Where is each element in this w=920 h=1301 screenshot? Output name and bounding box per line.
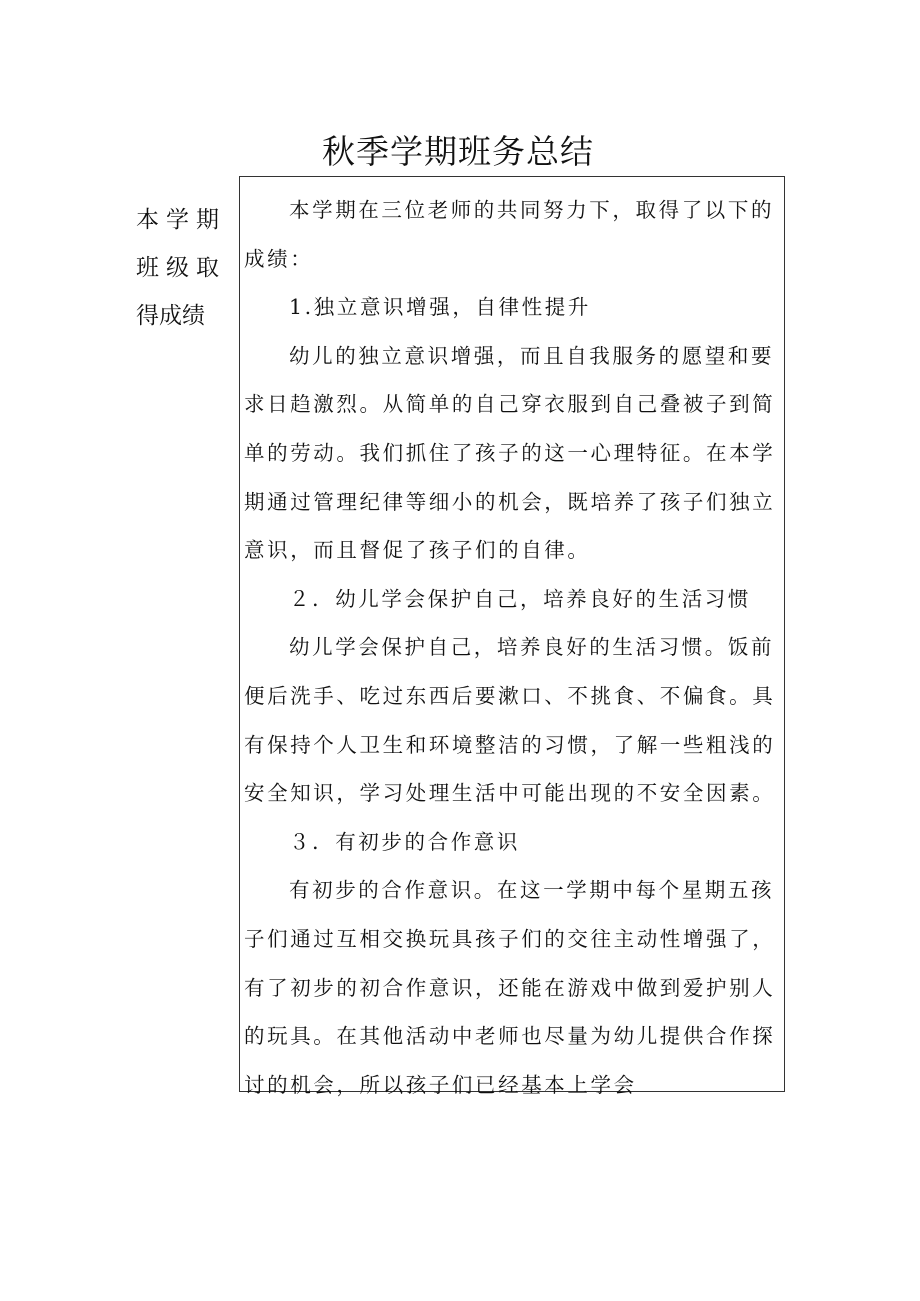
- section-label-line: 得成绩: [136, 303, 205, 329]
- intro-paragraph: 本学期在三位老师的共同努力下，取得了以下的成绩：: [244, 198, 775, 271]
- section-label: [136, 196, 236, 340]
- heading-1: 1.独立意识增强，自律性提升: [289, 295, 591, 320]
- section-label-line: 本学期: [136, 207, 226, 233]
- heading-2: ２．幼儿学会保护自己，培养良好的生活习惯: [289, 586, 751, 611]
- document-title: 秋季学期班务总结: [322, 132, 594, 171]
- body-paragraph-3: 有初步的合作意识。在这一学期中每个星期五孩子们通过互相交换玩具孩子们的交往主动性增强了，有了初步的初合作意识，还能在游戏中做到爱护别人的玩具。在其他活动中老师也尽量为幼儿提供合作探讨的机会，所以孩子们已经基本上学会: [244, 878, 776, 1097]
- body-paragraph-2: 幼儿学会保护自己，培养良好的生活习惯。饭前便后洗手、吃过东西后要漱口、不挑食、不偏食。具有保持个人卫生和环境整洁的习惯，了解一些粗浅的安全知识，学习处理生活中可能出现的不安全因素。: [244, 635, 776, 806]
- content-cell: [244, 186, 782, 1109]
- section-label-line: 班级取: [136, 255, 226, 281]
- body-paragraph-1: 幼儿的独立意识增强，而且自我服务的愿望和要求日趋激烈。从简单的自己穿衣服到自己叠被子到简单的劳动。我们抓住了孩子的这一心理特征。在本学期通过管理纪律等细小的机会，既培养了孩子们独立意识，而且督促了孩子们的自律。: [244, 343, 776, 563]
- heading-3: ３．有初步的合作意识: [289, 829, 520, 854]
